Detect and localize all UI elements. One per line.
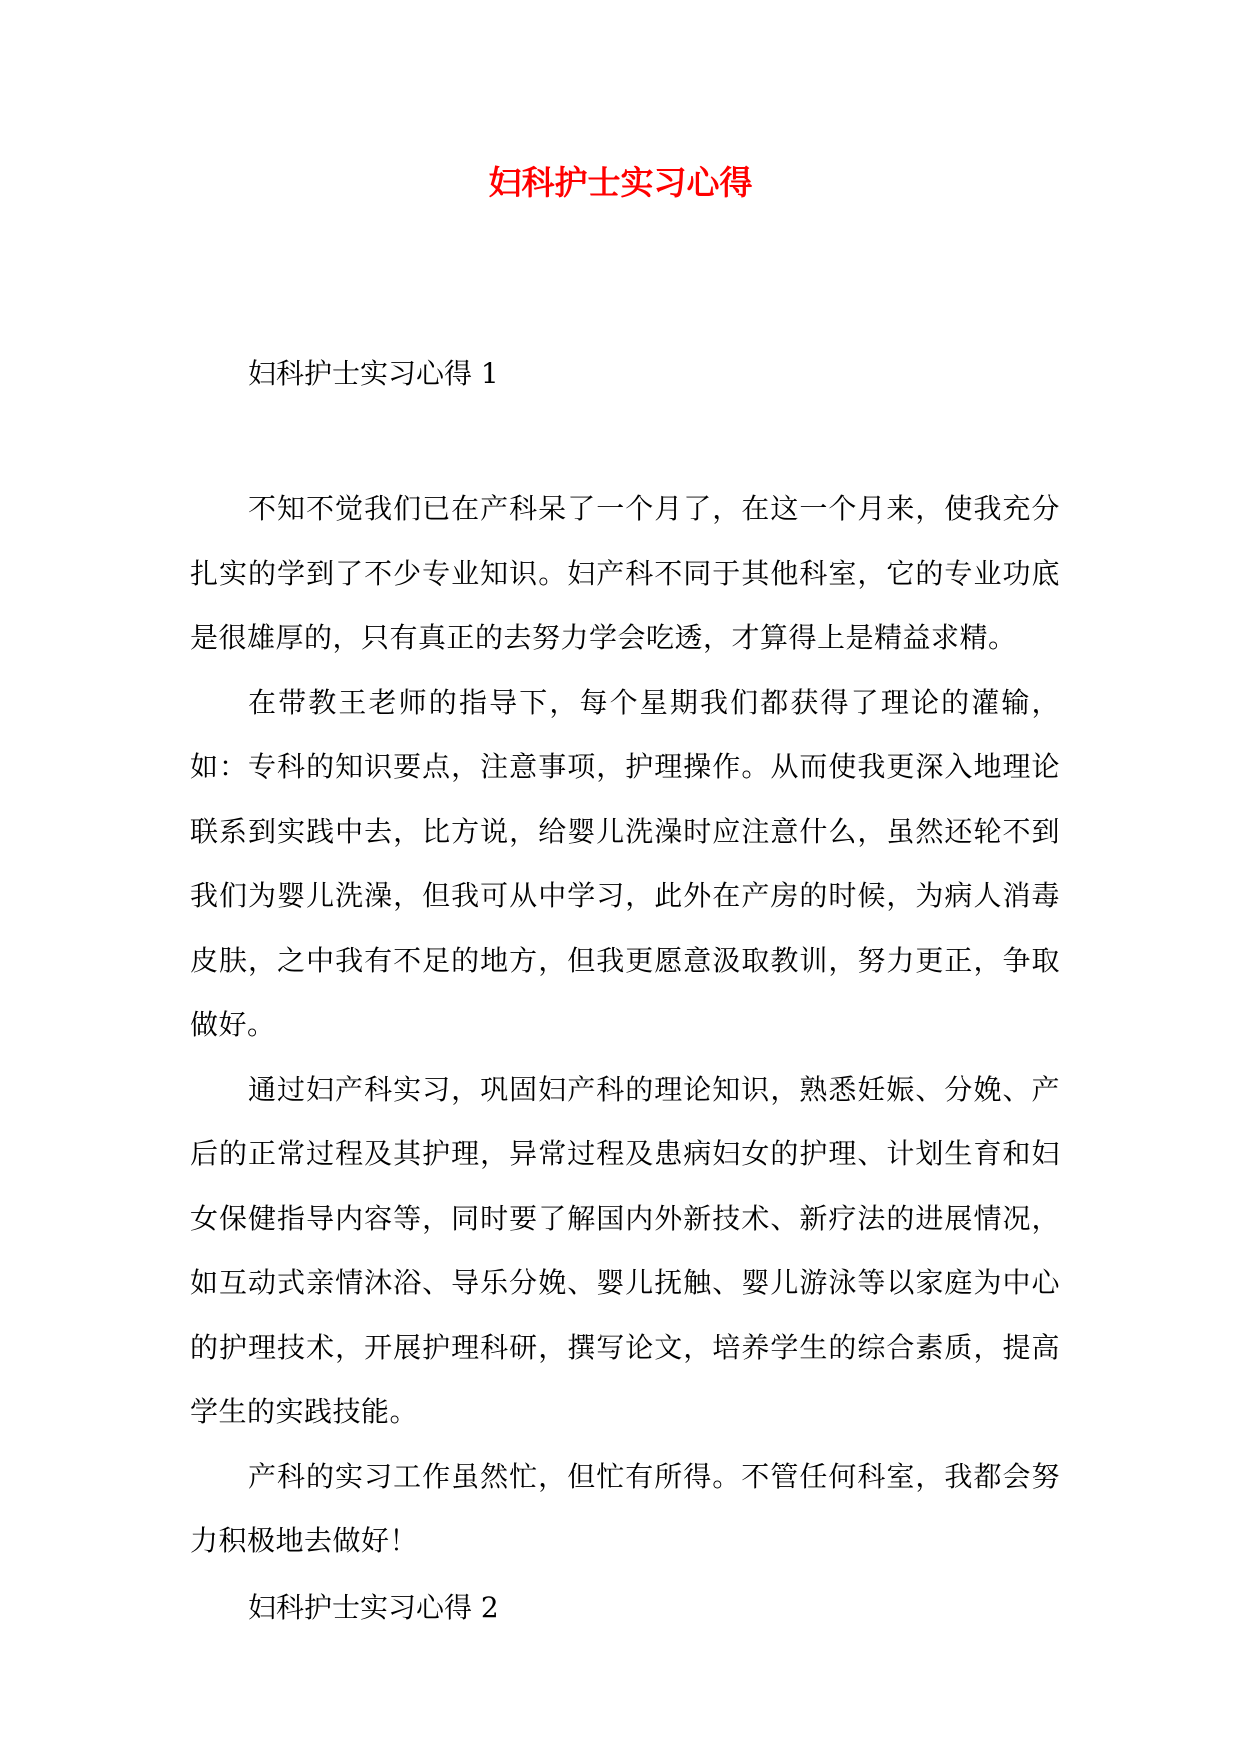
paragraph-4: 产科的实习工作虽然忙，但忙有所得。不管任何科室，我都会努力积极地去做好！ <box>190 1459 1060 1557</box>
section-heading-1: 妇科护士实习心得 1 <box>248 357 499 390</box>
document-title: 妇科护士实习心得 <box>488 163 753 202</box>
section-heading-2: 妇科护士实习心得 2 <box>248 1590 499 1624</box>
paragraph-2: 在带教王老师的指导下，每个星期我们都获得了理论的灌输，如：专科的知识要点，注意事项，护理操作。从而使我更深入地理论联系到实践中去，比方说，给婴儿洗澡时应注意什么，虽然还轮不到我们为婴儿洗澡，但我可从中学习，此外在产房的时候，为病人消毒皮肤，之中我有不足的地方，但我更愿意汲取教训，努力更正，争取做好。 <box>190 685 1060 1041</box>
paragraph-3: 通过妇产科实习，巩固妇产科的理论知识，熟悉妊娠、分娩、产后的正常过程及其护理，异常过程及患病妇女的护理、计划生育和妇女保健指导内容等，同时要了解国内外新技术、新疗法的进展情况，如互动式亲情沐浴、导乐分娩、婴儿抚触、婴儿游泳等以家庭为中心的护理技术，开展护理科研，撰写论文，培养学生的综合素质，提高学生的实践技能。 <box>190 1072 1060 1428</box>
document-body <box>190 354 1060 1628</box>
paragraph-1: 不知不觉我们已在产科呆了一个月了，在这一个月来，使我充分扎实的学到了不少专业知识。妇产科不同于其他科室，它的专业功底是很雄厚的，只有真正的去努力学会吃透，才算得上是精益求精。 <box>190 492 1060 654</box>
